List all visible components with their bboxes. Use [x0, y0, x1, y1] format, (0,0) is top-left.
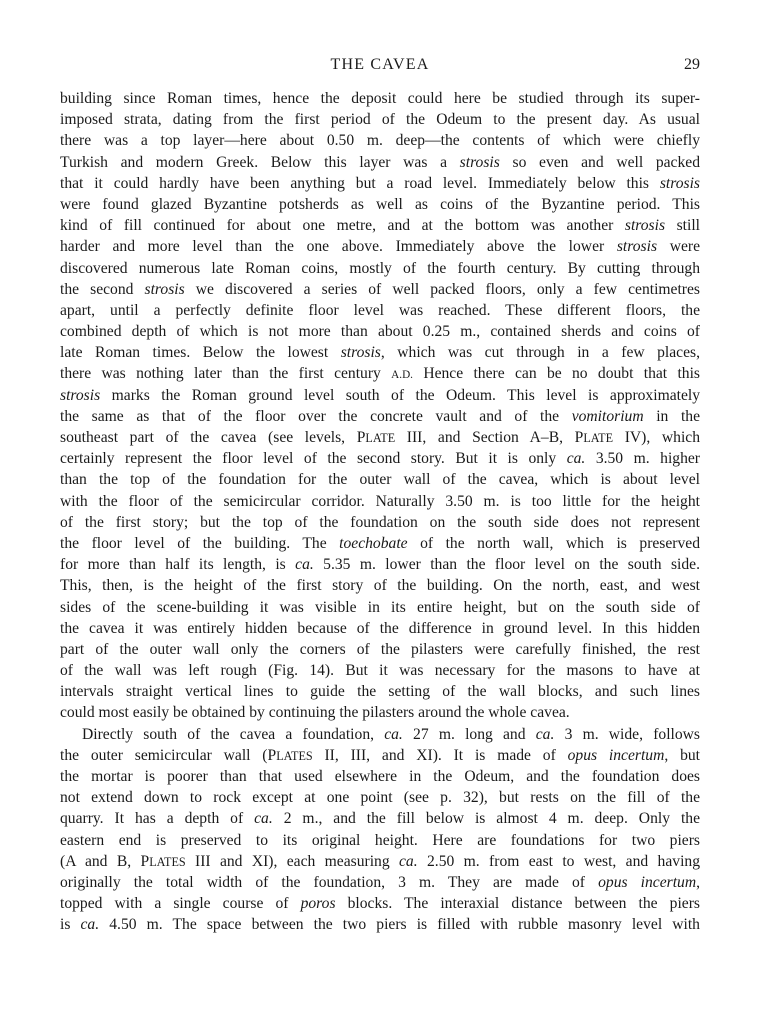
text-line: southeast part of the cavea (see levels, PLATE III, and Section A–B, PLATE IV), which — [60, 429, 700, 446]
text-line: imposed strata, dating from the first period of the Odeum to the present day. As usual — [60, 111, 700, 129]
text-line: were found glazed Byzantine potsherds as well as coins of the Byzantine period. This — [60, 195, 700, 213]
text-line: the second strosis we discovered a series of well packed floors, only a few centimetres — [60, 280, 700, 298]
text-line: This, then, is the height of the first story of the building. On the north, east, and west — [60, 577, 700, 595]
running-title: THE CAVEA — [330, 56, 430, 73]
body-text — [60, 88, 700, 936]
text-line: not extend down to rock except at one point (see p. 32), but rests on the fill of the — [60, 789, 700, 807]
page-number: 29 — [684, 56, 700, 73]
text-line: with the floor of the semicircular corridor. Naturally 3.50 m. is too little for the height — [60, 492, 700, 510]
text-line: that it could hardly have been anything but a road level. Immediately below this strosis — [60, 174, 700, 192]
text-line: is ca. 4.50 m. The space between the two piers is filled with rubble masonry level with — [60, 916, 700, 934]
text-line: apart, until a perfectly definite floor level was reached. These different floors, the — [60, 301, 700, 319]
text-line: combined depth of which is not more than about 0.25 m., contained sherds and coins of — [60, 323, 700, 341]
text-line: late Roman times. Below the lowest strosis, which was cut through in a few places, — [60, 344, 700, 362]
text-line: harder and more level than the one above. Immediately above the lower strosis were — [60, 238, 700, 256]
text-line: topped with a single course of poros blocks. The interaxial distance between the piers — [60, 895, 700, 913]
text-line: strosis marks the Roman ground level south of the Odeum. This level is approximately — [60, 386, 700, 404]
text-line: there was a top layer—here about 0.50 m. deep—the contents of which were chiefly — [60, 132, 700, 150]
text-line: (A and B, PLATES III and XI), each measuring ca. 2.50 m. from east to west, and having — [60, 852, 700, 870]
text-line: of the wall was left rough (Fig. 14). But it was necessary for the masons to have at — [60, 662, 700, 680]
text-line: sides of the scene-building it was visible in its entire height, but on the south side of — [60, 598, 700, 616]
text-line: than the top of the foundation for the outer wall of the cavea, which is about level — [60, 471, 700, 489]
text-line: the same as that of the floor over the concrete vault and of the vomitorium in the — [60, 407, 700, 425]
text-line: certainly represent the floor level of the second story. But it is only ca. 3.50 m. higher — [60, 450, 700, 468]
text-line: of the first story; but the top of the foundation on the south side does not represent — [60, 513, 700, 531]
text-line: quarry. It has a depth of ca. 2 m., and the fill below is almost 4 m. deep. Only the — [60, 810, 700, 828]
text-line: building since Roman times, hence the deposit could here be studied through its super- — [60, 90, 700, 107]
text-line: Turkish and modern Greek. Below this layer was a strosis so even and well packed — [60, 153, 700, 171]
text-line: there was nothing later than the first century A.D. Hence there can be no doubt that this — [60, 365, 700, 383]
text-line: part of the outer wall only the corners of the pilasters were carefully finished, the rest — [60, 640, 700, 658]
text-line: the mortar is poorer than that used elsewhere in the Odeum, and the foundation does — [60, 768, 700, 785]
text-line: discovered numerous late Roman coins, mostly of the fourth century. By cutting through — [60, 259, 700, 277]
text-line: originally the total width of the foundation, 3 m. They are made of opus incertum, — [60, 873, 700, 891]
text-line: eastern end is preserved to its original height. Here are foundations for two piers — [60, 831, 700, 849]
text-line: intervals straight vertical lines to guide the setting of the wall blocks, and such lines — [60, 683, 700, 701]
page-header — [60, 56, 700, 78]
text-line: the floor level of the building. The toechobate of the north wall, which is preserved — [60, 534, 700, 552]
text-line: the outer semicircular wall (PLATES II, III, and XI). It is made of opus incertum, but — [60, 746, 700, 764]
text-line: for more than half its length, is ca. 5.35 m. lower than the floor level on the south side. — [60, 556, 700, 574]
text-line: the cavea it was entirely hidden because of the difference in ground level. In this hidden — [60, 619, 700, 637]
text-line: kind of fill continued for about one metre, and at the bottom was another strosis still — [60, 217, 700, 235]
text-line: could most easily be obtained by continuing the pilasters around the whole cavea. — [60, 704, 570, 722]
text-line: Directly south of the cavea a foundation, ca. 27 m. long and ca. 3 m. wide, follows — [82, 725, 700, 743]
